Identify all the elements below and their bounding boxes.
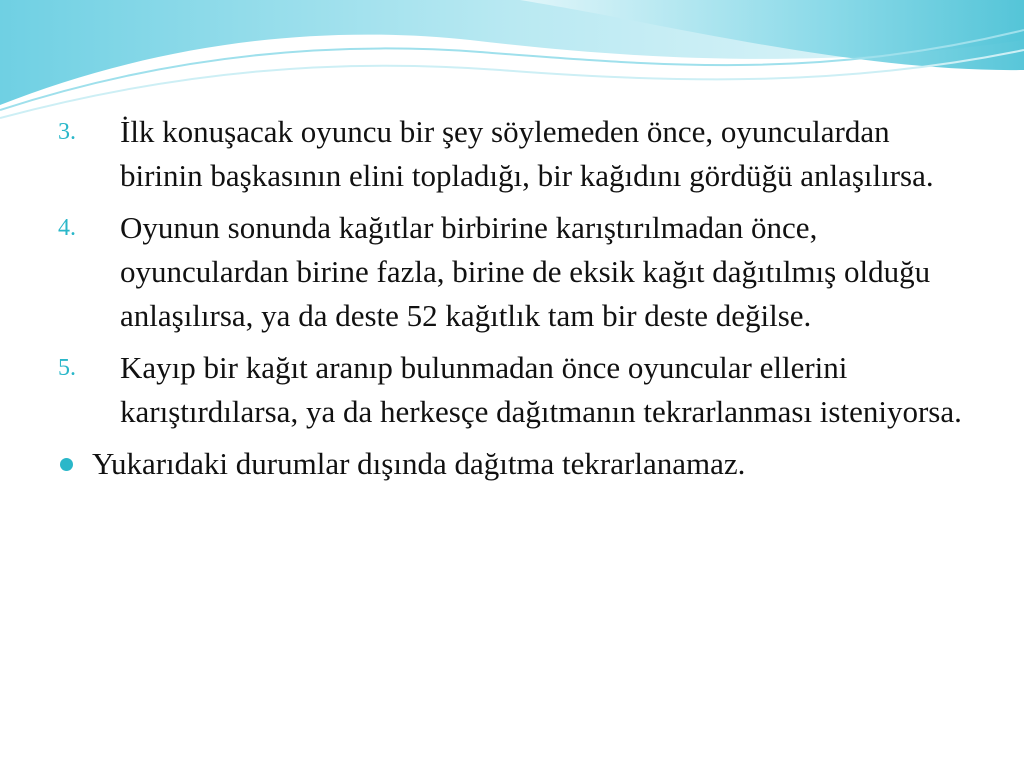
item-text: Oyunun sonunda kağıtlar birbirine karıştırılmadan önce, oyunculardan birine fazla, birine de eksik kağıt dağıtılmış olduğu anlaşılırsa, ya da deste 52 kağıtlık tam bir deste değilse.: [120, 210, 931, 333]
item-text: Kayıp bir kağıt aranıp bulunmadan önce oyuncular ellerini karıştırdılarsa, ya da herkesçe dağıtmanın tekrarlanması isteniyorsa.: [120, 350, 962, 429]
bullet-dot-icon: [58, 442, 92, 486]
list-item: [58, 206, 978, 338]
item-number: 3.: [58, 119, 76, 145]
item-number: 5.: [58, 355, 76, 381]
bullet-list-item: [58, 442, 978, 486]
item-text: İlk konuşacak oyuncu bir şey söylemeden önce, oyunculardan birinin başkasının elini topladığı, bir kağıdını gördüğü anlaşılırsa.: [120, 114, 934, 193]
list-item: [58, 110, 978, 198]
list-item: [58, 346, 978, 434]
bullet-text: Yukarıdaki durumlar dışında dağıtma tekrarlanamaz.: [92, 446, 746, 481]
slide-body: [58, 110, 978, 486]
item-number: 4.: [58, 215, 76, 241]
